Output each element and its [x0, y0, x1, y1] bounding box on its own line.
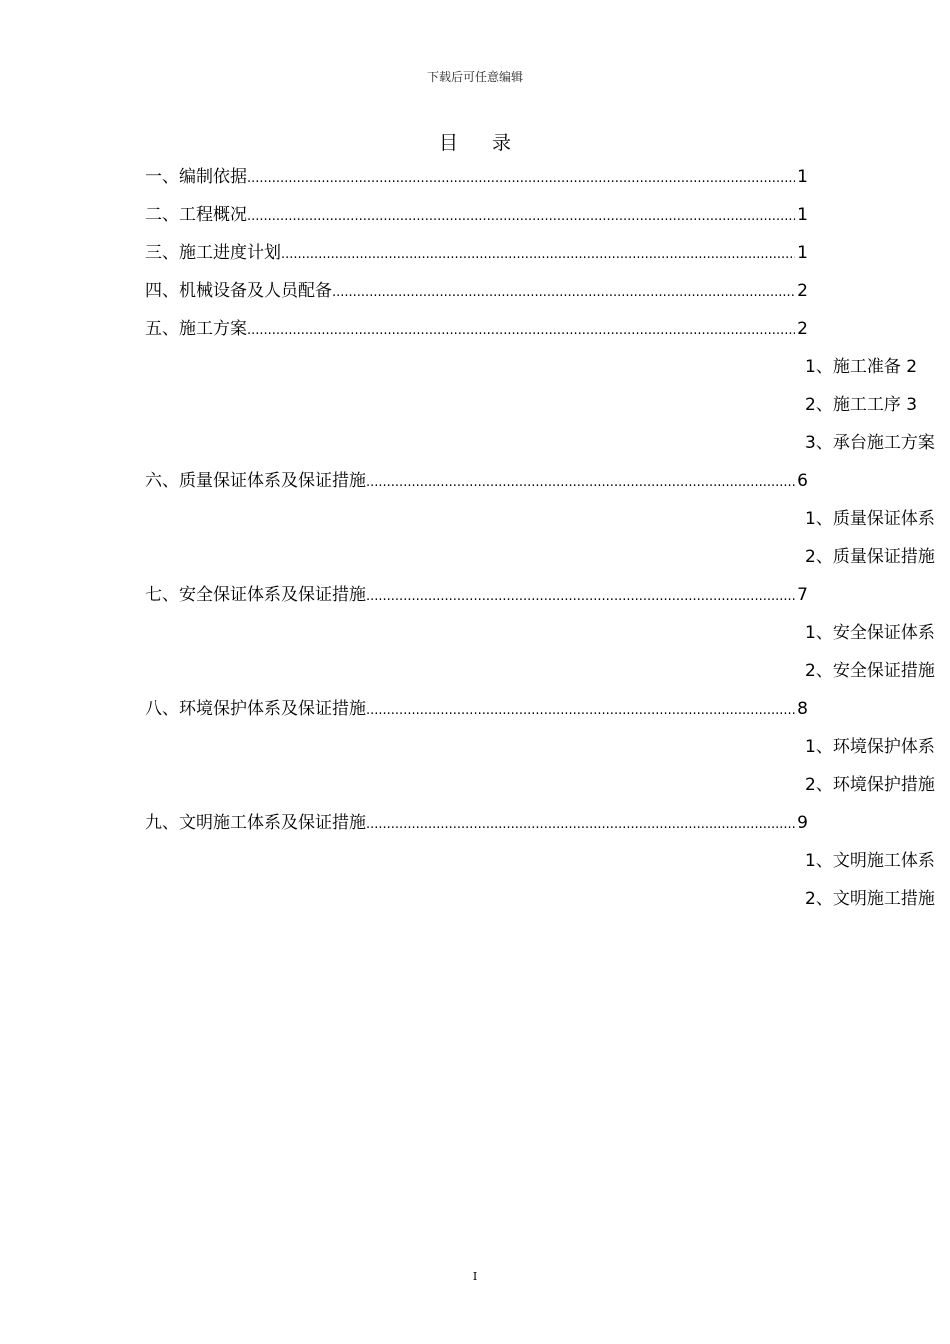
- toc-subentry[interactable]: 1、施工准备 2: [805, 357, 918, 377]
- toc-subentry[interactable]: 1、文明施工体系: [805, 851, 935, 871]
- toc-entry-1[interactable]: [145, 158, 808, 196]
- toc-entry-label: 三、施工进度计划: [145, 243, 281, 263]
- toc-entry-page: 1: [797, 243, 808, 263]
- toc-entry-page: 6: [797, 471, 808, 491]
- toc-subentry[interactable]: 2、施工工序 3: [805, 395, 918, 415]
- toc-title: 目录: [438, 132, 545, 154]
- toc-subentry[interactable]: 1、安全保证体系: [805, 623, 935, 643]
- toc-entry-label: 四、机械设备及人员配备: [145, 281, 332, 301]
- toc-entry-label: 七、安全保证体系及保证措施: [145, 585, 366, 605]
- dot-leader: [366, 464, 795, 502]
- toc-entry-5[interactable]: [145, 310, 808, 348]
- toc-entry-page: 2: [797, 281, 808, 301]
- toc-entry-9[interactable]: [145, 804, 808, 842]
- toc-subentry[interactable]: 2、质量保证措施: [805, 547, 935, 567]
- toc-subentry[interactable]: 2、文明施工措施: [805, 889, 935, 909]
- toc-entry-8[interactable]: [145, 690, 808, 728]
- toc-subentry[interactable]: 2、安全保证措施: [805, 661, 935, 681]
- dot-leader: [247, 160, 795, 198]
- dot-leader: [247, 312, 795, 350]
- toc-entry-label: 一、编制依据: [145, 167, 247, 187]
- toc-entry-4[interactable]: [145, 272, 808, 310]
- dot-leader: [366, 692, 795, 730]
- toc-entry-page: 2: [797, 319, 808, 339]
- toc-subentry[interactable]: 1、环境保护体系: [805, 737, 935, 757]
- header-note: 下载后可任意编辑: [426, 70, 523, 84]
- toc-entry-page: 1: [797, 205, 808, 225]
- toc-entry-page: 8: [797, 699, 808, 719]
- toc-entry-3[interactable]: [145, 234, 808, 272]
- dot-leader: [366, 578, 795, 616]
- dot-leader: [332, 274, 795, 312]
- dot-leader: [281, 236, 795, 274]
- toc-entry-2[interactable]: [145, 196, 808, 234]
- dot-leader: [366, 806, 795, 844]
- toc-entry-label: 九、文明施工体系及保证措施: [145, 813, 366, 833]
- toc-entry-page: 9: [797, 813, 808, 833]
- page-number: I: [472, 1270, 478, 1283]
- toc-entry-6[interactable]: [145, 462, 808, 500]
- toc-subentry[interactable]: 1、质量保证体系: [805, 509, 935, 529]
- toc-entry-label: 五、施工方案: [145, 319, 247, 339]
- toc-entry-label: 六、质量保证体系及保证措施: [145, 471, 366, 491]
- toc-entry-7[interactable]: [145, 576, 808, 614]
- toc-entry-page: 1: [797, 167, 808, 187]
- toc-entry-label: 八、环境保护体系及保证措施: [145, 699, 366, 719]
- toc-subentry[interactable]: 2、环境保护措施: [805, 775, 935, 795]
- toc-entry-page: 7: [797, 585, 808, 605]
- dot-leader: [247, 198, 795, 236]
- toc-subentry[interactable]: 3、承台施工方案: [805, 433, 935, 453]
- toc-entry-label: 二、工程概况: [145, 205, 247, 225]
